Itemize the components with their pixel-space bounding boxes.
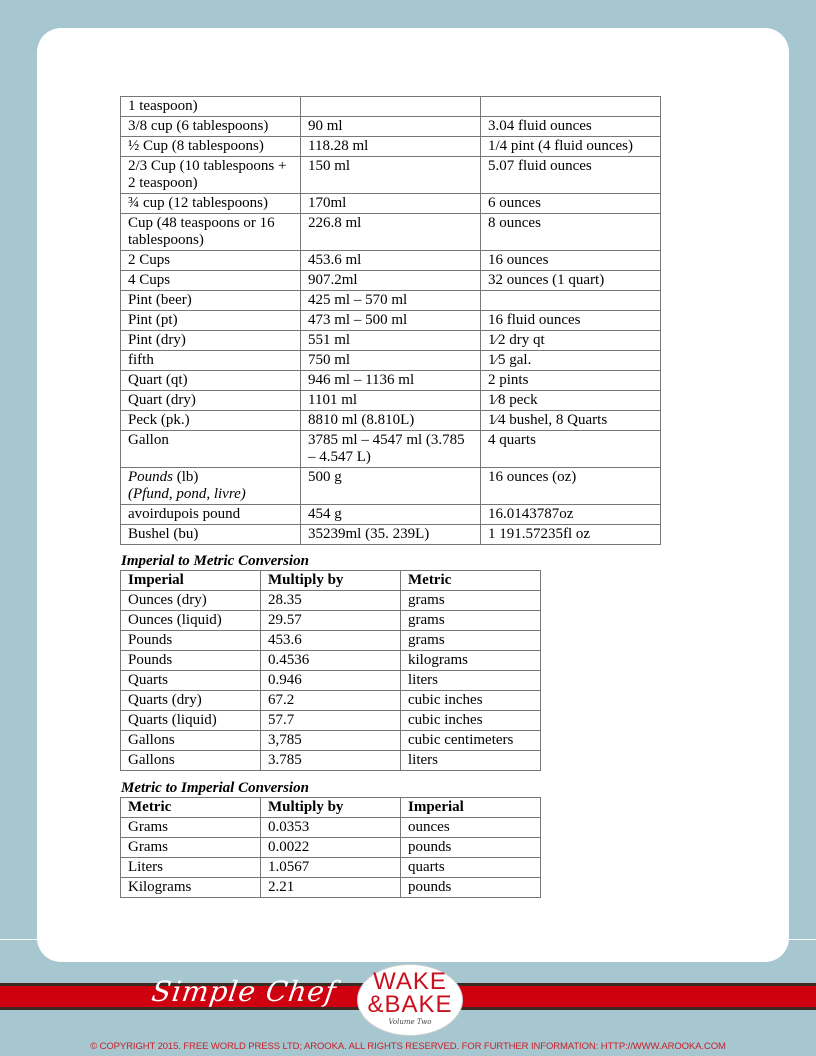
table-cell: Quart (dry): [121, 391, 301, 411]
pounds-alt-names: (Pfund, pond, livre): [128, 486, 246, 502]
table-cell: 57.7: [261, 711, 401, 731]
metric-to-imperial-table: [120, 797, 541, 898]
table-cell: 453.6: [261, 631, 401, 651]
imperial-to-metric-caption: Imperial to Metric Conversion: [121, 553, 309, 569]
table-cell: 8 ounces: [481, 214, 661, 251]
table-cell: 425 ml – 570 ml: [301, 291, 481, 311]
wake-and-bake-badge: [357, 964, 463, 1036]
table-cell: Liters: [121, 858, 261, 878]
table-row: [121, 137, 661, 157]
table-cell: liters: [401, 671, 541, 691]
table-row: [121, 291, 661, 311]
table-cell: Pint (pt): [121, 311, 301, 331]
table-cell: 454 g: [301, 505, 481, 525]
table-row: [121, 117, 661, 137]
table-cell: avoirdupois pound: [121, 505, 301, 525]
table-cell: 0.0353: [261, 818, 401, 838]
table-cell: ½ Cup (8 tablespoons): [121, 137, 301, 157]
table-cell: 28.35: [261, 591, 401, 611]
table-header-row: [121, 571, 541, 591]
table-cell: 8810 ml (8.810L): [301, 411, 481, 431]
header-cell: Imperial: [121, 571, 261, 591]
table-cell: [481, 291, 661, 311]
table-cell: 3.785: [261, 751, 401, 771]
table-cell: 5.07 fluid ounces: [481, 157, 661, 194]
copyright-notice: © COPYRIGHT 2015. FREE WORLD PRESS LTD; AROOKA. ALL RIGHTS RESERVED. FOR FURTHER INFORMATION: HTTP://WWW.AROOKA.COM: [90, 1041, 726, 1052]
volume-conversion-table: [120, 96, 661, 545]
table-cell: grams: [401, 591, 541, 611]
table-row: [121, 731, 541, 751]
table-cell: 150 ml: [301, 157, 481, 194]
table-cell: quarts: [401, 858, 541, 878]
table-row: [121, 251, 661, 271]
table-cell: Peck (pk.): [121, 411, 301, 431]
table-row: [121, 468, 661, 505]
table-row: [121, 97, 661, 117]
table-cell: 1/4 pint (4 fluid ounces): [481, 137, 661, 157]
table-cell: 1.0567: [261, 858, 401, 878]
margin-rule-right: [789, 939, 816, 940]
table-row: [121, 651, 541, 671]
header-cell: Imperial: [401, 798, 541, 818]
table-row: [121, 331, 661, 351]
table-cell: Quarts (dry): [121, 691, 261, 711]
table-row: [121, 838, 541, 858]
table-row: [121, 591, 541, 611]
table-header-row: [121, 798, 541, 818]
table-cell: kilograms: [401, 651, 541, 671]
table-cell: 16 ounces: [481, 251, 661, 271]
table-cell: cubic inches: [401, 711, 541, 731]
badge-subtitle: Volume Two: [388, 1018, 432, 1026]
table-cell: Ounces (liquid): [121, 611, 261, 631]
imperial-to-metric-table: [120, 570, 541, 771]
table-row: [121, 431, 661, 468]
table-cell: [481, 97, 661, 117]
table-cell: Ounces (dry): [121, 591, 261, 611]
table-cell: ¾ cup (12 tablespoons): [121, 194, 301, 214]
table-row: [121, 214, 661, 251]
table-row: [121, 411, 661, 431]
header-cell: Metric: [121, 798, 261, 818]
table-cell: 4 quarts: [481, 431, 661, 468]
badge-line1: WAKE: [373, 968, 447, 995]
table-cell: Cup (48 teaspoons or 16 tablespoons): [121, 214, 301, 251]
table-cell: Pint (dry): [121, 331, 301, 351]
table-cell: 6 ounces: [481, 194, 661, 214]
table-row: [121, 194, 661, 214]
header-cell: Metric: [401, 571, 541, 591]
table-cell: 750 ml: [301, 351, 481, 371]
table-cell: 2.21: [261, 878, 401, 898]
header-cell: Multiply by: [261, 571, 401, 591]
table-row: [121, 271, 661, 291]
table-cell: Bushel (bu): [121, 525, 301, 545]
table-row: [121, 157, 661, 194]
table-cell: pounds: [401, 878, 541, 898]
table-cell: Pounds: [121, 631, 261, 651]
table-cell: 551 ml: [301, 331, 481, 351]
table-cell: Gallons: [121, 731, 261, 751]
table-cell: 0.0022: [261, 838, 401, 858]
table-row: [121, 631, 541, 651]
table-row: [121, 878, 541, 898]
table-cell: 35239ml (35. 239L): [301, 525, 481, 545]
table-cell: cubic inches: [401, 691, 541, 711]
table-row: [121, 505, 661, 525]
table-cell: [301, 97, 481, 117]
table-row: [121, 711, 541, 731]
table-cell: [121, 468, 301, 505]
table-cell: 29.57: [261, 611, 401, 631]
table-cell: liters: [401, 751, 541, 771]
brand-logo-text: Simple Chef: [149, 975, 339, 1008]
margin-rule-left: [0, 939, 37, 940]
badge-line2: &BAKE: [367, 991, 453, 1018]
table-cell: Grams: [121, 838, 261, 858]
table-cell: 3,785: [261, 731, 401, 751]
table-cell: 3.04 fluid ounces: [481, 117, 661, 137]
table-cell: 16.0143787oz: [481, 505, 661, 525]
pounds-unit: (lb): [173, 469, 199, 485]
table-cell: 1 191.57235fl oz: [481, 525, 661, 545]
table-row: [121, 818, 541, 838]
table-cell: 1⁄2 dry qt: [481, 331, 661, 351]
table-cell: 1⁄8 peck: [481, 391, 661, 411]
table-cell: fifth: [121, 351, 301, 371]
table-cell: 1101 ml: [301, 391, 481, 411]
table-cell: Kilograms: [121, 878, 261, 898]
metric-to-imperial-caption: Metric to Imperial Conversion: [121, 780, 309, 796]
table-cell: Gallon: [121, 431, 301, 468]
table-cell: 946 ml – 1136 ml: [301, 371, 481, 391]
table-row: [121, 311, 661, 331]
table-cell: 2/3 Cup (10 tablespoons + 2 teaspoon): [121, 157, 301, 194]
table-cell: 0.946: [261, 671, 401, 691]
table-cell: 32 ounces (1 quart): [481, 271, 661, 291]
table-cell: 170ml: [301, 194, 481, 214]
table-row: [121, 751, 541, 771]
table-cell: pounds: [401, 838, 541, 858]
table-cell: 4 Cups: [121, 271, 301, 291]
table-cell: 1 teaspoon): [121, 97, 301, 117]
table-cell: 16 ounces (oz): [481, 468, 661, 505]
table-row: [121, 858, 541, 878]
table-cell: Quarts (liquid): [121, 711, 261, 731]
table-cell: Quarts: [121, 671, 261, 691]
table-cell: 2 pints: [481, 371, 661, 391]
table-cell: 3/8 cup (6 tablespoons): [121, 117, 301, 137]
table-row: [121, 351, 661, 371]
table-cell: 118.28 ml: [301, 137, 481, 157]
header-cell: Multiply by: [261, 798, 401, 818]
table-row: [121, 691, 541, 711]
table-row: [121, 671, 541, 691]
table-cell: 1⁄4 bushel, 8 Quarts: [481, 411, 661, 431]
table-cell: 453.6 ml: [301, 251, 481, 271]
table-cell: 3785 ml – 4547 ml (3.785 – 4.547 L): [301, 431, 481, 468]
table-cell: grams: [401, 631, 541, 651]
table-cell: 1⁄5 gal.: [481, 351, 661, 371]
table-cell: 67.2: [261, 691, 401, 711]
table-row: [121, 371, 661, 391]
table-cell: Quart (qt): [121, 371, 301, 391]
table-cell: 500 g: [301, 468, 481, 505]
table-cell: Pounds: [121, 651, 261, 671]
table-cell: 226.8 ml: [301, 214, 481, 251]
table-cell: ounces: [401, 818, 541, 838]
table-cell: Gallons: [121, 751, 261, 771]
table-cell: grams: [401, 611, 541, 631]
table-cell: Pint (beer): [121, 291, 301, 311]
table-cell: 0.4536: [261, 651, 401, 671]
table-cell: Grams: [121, 818, 261, 838]
table-cell: 16 fluid ounces: [481, 311, 661, 331]
table-cell: 90 ml: [301, 117, 481, 137]
table-cell: 907.2ml: [301, 271, 481, 291]
table-row: [121, 611, 541, 631]
table-cell: 473 ml – 500 ml: [301, 311, 481, 331]
table-row: [121, 391, 661, 411]
table-cell: 2 Cups: [121, 251, 301, 271]
table-cell: cubic centimeters: [401, 731, 541, 751]
table-row: [121, 525, 661, 545]
pounds-label: Pounds: [128, 469, 173, 485]
